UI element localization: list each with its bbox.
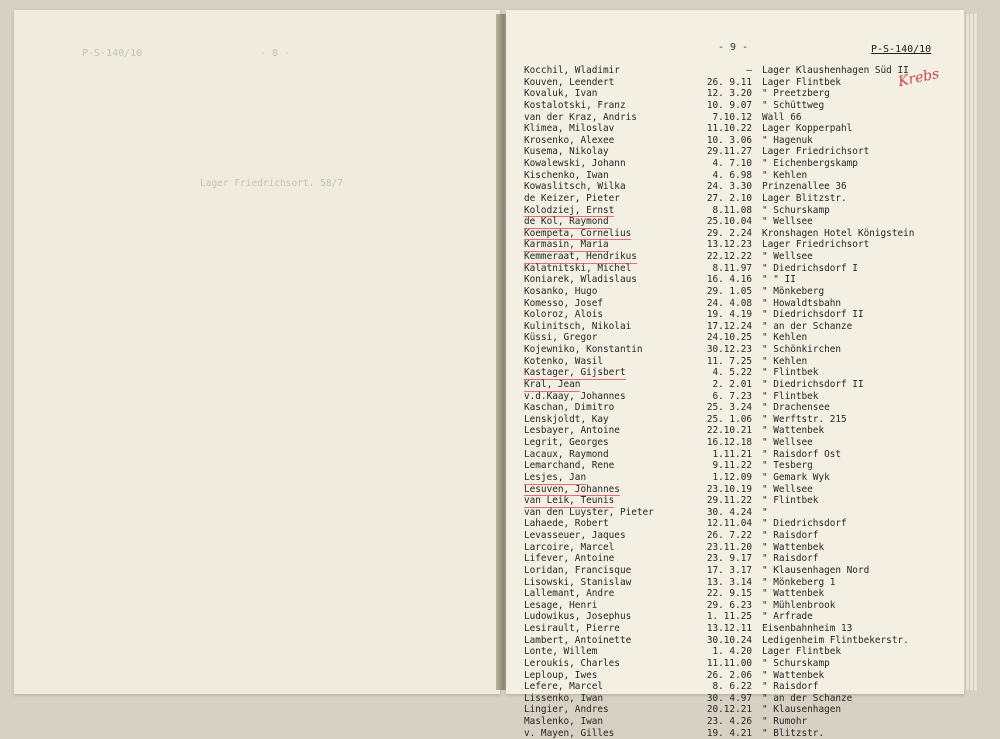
entry-date: 24. 3.30 (706, 181, 752, 193)
entry-date: 4. 7.10 (712, 158, 752, 169)
entry-name: Karmasin, Maria (524, 239, 609, 251)
entry-name: Küssi, Gregor (524, 332, 598, 344)
entry-date: 30.12.23 (706, 344, 752, 355)
entry-date: 11.11.00 (706, 657, 752, 669)
entry-name: Komesso, Josef (524, 297, 604, 309)
entry-date: 29.11.22 (706, 495, 752, 507)
entry-date: 26. 2.06 (706, 669, 752, 681)
entry-date: 29. 1.05 (706, 285, 752, 297)
list-item (506, 193, 964, 205)
entry-date: 29. 2.24 (706, 227, 752, 239)
entry-name: Lacaux, Raymond (524, 448, 609, 460)
entry-place: Kronshagen Hotel Königstein (762, 227, 915, 239)
list-item (506, 670, 964, 682)
entry-name: Kosanko, Hugo (524, 285, 598, 297)
list-item (506, 263, 964, 275)
name-list (506, 65, 964, 739)
entry-date: 22. 9.15 (706, 588, 752, 600)
list-item (506, 112, 964, 124)
entry-name: v. Mayen, Gilles (524, 727, 615, 739)
entry-name: Kostalotski, Franz (524, 99, 626, 111)
list-item (506, 518, 964, 530)
page-number: - 9 - (718, 42, 749, 53)
entry-place: " Preetzberg (762, 88, 830, 100)
entry-date: 10. 9.07 (706, 99, 752, 111)
entry-date: 17. 3.17 (706, 564, 752, 576)
entry-place: " an der Schanze (762, 320, 853, 332)
entry-place: " Kehlen (762, 169, 808, 181)
entry-place: " Rumohr (762, 716, 808, 727)
entry-date: 13.12.11 (706, 623, 752, 634)
entry-date: 24.10.25 (706, 332, 752, 344)
list-item (506, 216, 964, 228)
entry-date: 22.10.21 (706, 425, 752, 437)
entry-name: van der Kraz, Andris (524, 111, 637, 123)
entry-name: Krosenko, Alexee (524, 134, 615, 146)
entry-date: 17.12.24 (706, 320, 752, 332)
entry-place: Lager Friedrichsort (762, 239, 870, 251)
list-item (506, 286, 964, 298)
entry-date: 30. 4.24 (706, 506, 752, 518)
list-item (506, 344, 964, 356)
list-item (506, 716, 964, 728)
list-item (506, 507, 964, 519)
entry-name: Levasseuer, Jaques (524, 530, 626, 541)
entry-date: 12. 3.20 (706, 88, 752, 100)
entry-date: 1.12.09 (712, 471, 752, 483)
list-item (506, 100, 964, 112)
entry-date: 11.10.22 (706, 123, 752, 135)
entry-place: " Tesberg (762, 460, 813, 472)
entry-name: Loridan, Francisque (524, 564, 632, 576)
entry-place: " Klausenhagen (762, 704, 842, 716)
entry-place: " Flintbek (762, 390, 819, 402)
entry-name: Lesirault, Pierre (524, 623, 620, 634)
list-item (506, 77, 964, 89)
list-item (506, 356, 964, 368)
list-item (506, 600, 964, 612)
list-item (506, 309, 964, 321)
entry-name: Lesuven, Johannes (524, 483, 620, 495)
entry-place: " Wellsee (762, 437, 813, 448)
entry-name: Kulinitsch, Nikolai (524, 320, 632, 332)
list-item (506, 88, 964, 100)
list-item (506, 577, 964, 589)
entry-name: Klimea, Miloslav (524, 123, 615, 135)
entry-place: Lager Flintbek (762, 646, 842, 658)
entry-date: 25. 1.06 (706, 413, 752, 425)
list-item (506, 298, 964, 310)
list-item (506, 728, 964, 739)
list-item (506, 704, 964, 716)
entry-date: 26. 7.22 (706, 530, 752, 541)
entry-name: Lefere, Marcel (524, 681, 604, 693)
entry-date: 8.11.97 (712, 262, 752, 274)
list-item (506, 367, 964, 379)
entry-place: " Eichenbergskamp (762, 158, 858, 169)
entry-place: " Wellsee (762, 216, 813, 228)
entry-name: Leploup, Iwes (524, 669, 598, 681)
entry-date: 13. 3.14 (706, 576, 752, 588)
entry-name: Lissenko, Iwan (524, 692, 604, 704)
list-item (506, 623, 964, 635)
list-item (506, 449, 964, 461)
entry-date: 23.11.20 (706, 541, 752, 553)
entry-place: " Raisdorf Ost (762, 448, 842, 460)
entry-place: " Diedrichsdorf (762, 518, 847, 530)
entry-place: " Schüttweg (762, 99, 825, 111)
entry-name: Kusema, Nikolay (524, 146, 609, 158)
entry-name: Kowaslitsch, Wilka (524, 181, 626, 193)
list-item (506, 588, 964, 600)
list-item (506, 135, 964, 147)
entry-name: Legrit, Georges (524, 437, 609, 448)
list-item (506, 611, 964, 623)
entry-date: 26. 9.11 (706, 76, 752, 88)
list-item (506, 181, 964, 193)
entry-place: " Gemark Wyk (762, 471, 830, 483)
entry-name: Lisowski, Stanislaw (524, 576, 632, 588)
entry-date: 23. 4.26 (706, 716, 752, 727)
entry-place: " Howaldtsbahn (762, 297, 842, 309)
entry-name: Kolodziej, Ernst (524, 204, 615, 216)
list-item (506, 158, 964, 170)
entry-date: 20.12.21 (706, 704, 752, 716)
entry-place: Lager Flintbek (762, 76, 842, 88)
left-page-ref: P-S-140/10 (82, 48, 143, 59)
entry-place: " Wattenbek (762, 588, 825, 600)
entry-place: Lager Friedrichsort (762, 146, 870, 158)
list-item (506, 170, 964, 182)
entry-date: 27. 2.10 (706, 192, 752, 204)
entry-place: " Wattenbek (762, 541, 825, 553)
list-item (506, 460, 964, 472)
entry-date: 9.11.22 (712, 460, 752, 472)
entry-name: Lesage, Henri (524, 599, 598, 611)
entry-name: Leroukis, Charles (524, 657, 620, 669)
entry-date: 8. 6.22 (712, 681, 752, 693)
list-item (506, 542, 964, 554)
entry-name: Kojewniko, Konstantin (524, 344, 643, 355)
entry-name: Lemarchand, Rene (524, 460, 615, 472)
entry-name: Kocchil, Wladimir (524, 65, 620, 76)
entry-place: " " II (762, 274, 796, 286)
entry-place: " Klausenhagen Nord (762, 564, 870, 576)
entry-name: Kaschan, Dimitro (524, 402, 615, 414)
list-item (506, 123, 964, 135)
right-page (506, 10, 964, 739)
entry-date: 6. 7.23 (712, 390, 752, 402)
entry-place: " Wellsee (762, 251, 813, 262)
entry-place: " Wattenbek (762, 669, 825, 681)
entry-name: Kowalewski, Johann (524, 158, 626, 169)
entry-place: Prinzenallee 36 (762, 181, 847, 193)
entry-place: " Werftstr. 215 (762, 413, 847, 425)
list-item (506, 332, 964, 344)
entry-name: Lallemant, Andre (524, 588, 615, 600)
entry-place: " Mühlenbrook (762, 599, 836, 611)
entry-place: " (762, 506, 768, 518)
entry-date: 7.10.12 (712, 111, 752, 123)
entry-place: " Flintbek (762, 495, 819, 507)
entry-date: — (746, 65, 752, 76)
entry-place: " Raisdorf (762, 530, 819, 541)
entry-place: " Schönkirchen (762, 344, 842, 355)
entry-name: Kovaluk, Ivan (524, 88, 598, 100)
list-item (506, 321, 964, 333)
entry-place: " Schurskamp (762, 204, 830, 216)
list-item (506, 65, 964, 77)
entry-name: Kotenko, Wasil (524, 355, 604, 367)
entry-date: 22.12.22 (706, 251, 752, 262)
entry-name: Koloroz, Alois (524, 309, 604, 321)
entry-name: Lahaede, Robert (524, 518, 609, 530)
entry-date: 30.10.24 (706, 634, 752, 646)
entry-place: Lager Blitzstr. (762, 192, 847, 204)
entry-name: Lonte, Willem (524, 646, 598, 658)
list-item (506, 414, 964, 426)
entry-place: " Kehlen (762, 355, 808, 367)
entry-date: 1.11.21 (712, 448, 752, 460)
document-reference: P-S-140/10 (871, 44, 932, 55)
entry-place: Lager Kopperpahl (762, 123, 853, 135)
list-item (506, 391, 964, 403)
entry-place: " Wellsee (762, 483, 813, 495)
entry-name: Larcoire, Marcel (524, 541, 615, 553)
entry-name: van den Luyster, Pieter (524, 506, 654, 518)
entry-date: 4. 6.98 (712, 169, 752, 181)
entry-place: " Diedrichsdorf II (762, 378, 864, 390)
entry-place: " Blitzstr. (762, 727, 825, 739)
list-item (506, 274, 964, 286)
list-item (506, 251, 964, 263)
entry-place: " Wattenbek (762, 425, 825, 437)
entry-date: 23. 9.17 (706, 553, 752, 565)
entry-date: 19. 4.21 (706, 727, 752, 739)
entry-date: 19. 4.19 (706, 309, 752, 321)
entry-date: 12.11.04 (706, 518, 752, 530)
list-item (506, 484, 964, 496)
entry-name: Kouven, Leendert (524, 76, 615, 88)
entry-place: " Kehlen (762, 332, 808, 344)
list-item (506, 228, 964, 240)
list-item (506, 495, 964, 507)
entry-date: 8.11.08 (712, 204, 752, 216)
entry-place: " Hagenuk (762, 134, 813, 146)
entry-name: Kischenko, Iwan (524, 169, 609, 181)
entry-place: " Flintbek (762, 367, 819, 379)
entry-date: 10. 3.06 (706, 134, 752, 146)
entry-name: Lesjes, Jan (524, 471, 587, 483)
entry-date: 4. 5.22 (712, 367, 752, 379)
entry-name: Kemmeraat, Hendrikus (524, 251, 637, 262)
list-item (506, 530, 964, 542)
entry-date: 2. 2.01 (712, 378, 752, 390)
entry-place: " Raisdorf (762, 553, 819, 565)
entry-date: 29. 6.23 (706, 599, 752, 611)
entry-date: 25. 3.24 (706, 402, 752, 414)
left-page (14, 10, 500, 694)
entry-name: Lambert, Antoinette (524, 634, 632, 646)
entry-date: 25.10.04 (706, 216, 752, 228)
entry-name: v.d.Kaay, Johannes (524, 390, 626, 402)
left-page-note: Lager Friedrichsort. 58/7 (200, 178, 343, 189)
entry-name: Maslenko, Iwan (524, 716, 604, 727)
list-item (506, 402, 964, 414)
entry-date: 1. 11.25 (706, 611, 752, 623)
entry-place: " Mönkeberg 1 (762, 576, 836, 588)
list-item (506, 205, 964, 217)
list-item (506, 565, 964, 577)
list-item (506, 658, 964, 670)
list-item (506, 681, 964, 693)
list-item (506, 146, 964, 158)
entry-date: 30. 4.97 (706, 692, 752, 704)
entry-place: " Schurskamp (762, 657, 830, 669)
list-item (506, 646, 964, 658)
entry-date: 16.12.18 (706, 437, 752, 448)
list-item (506, 635, 964, 647)
entry-date: 11. 7.25 (706, 355, 752, 367)
entry-place: " Arfrade (762, 611, 813, 623)
entry-date: 16. 4.16 (706, 274, 752, 286)
entry-place: " Mönkeberg (762, 285, 825, 297)
entry-place: Eisenbahnheim 13 (762, 623, 853, 634)
entry-date: 23.10.19 (706, 483, 752, 495)
left-page-number: - 8 - (260, 48, 291, 59)
list-item (506, 472, 964, 484)
list-item (506, 693, 964, 705)
entry-name: de Kol, Raymond (524, 216, 609, 228)
handwritten-stamp: Krebs (896, 65, 941, 91)
list-item (506, 425, 964, 437)
entry-name: Lesbayer, Antoine (524, 425, 620, 437)
entry-name: Kastager, Gijsbert (524, 367, 626, 379)
entry-name: Kalatnitski, Michel (524, 262, 632, 274)
entry-place: Ledigenheim Flintbekerstr. (762, 634, 909, 646)
entry-name: Ludowikus, Josephus (524, 611, 632, 623)
entry-name: de Keizer, Pieter (524, 192, 620, 204)
list-item (506, 239, 964, 251)
entry-place: Wall 66 (762, 111, 802, 123)
entry-name: Lenskjoldt, Kay (524, 413, 609, 425)
list-item (506, 379, 964, 391)
entry-date: 1. 4.20 (712, 646, 752, 658)
entry-place: Lager Klaushenhagen Süd II (762, 65, 909, 76)
entry-name: Koempeta, Cornelius (524, 227, 632, 239)
entry-place: " Drachensee (762, 402, 830, 414)
entry-place: " Diedrichsdorf II (762, 309, 864, 321)
entry-place: " an der Schanze (762, 692, 853, 704)
entry-date: 24. 4.08 (706, 297, 752, 309)
entry-name: van Leik, Teunis (524, 495, 615, 507)
entry-name: Koniarek, Wladislaus (524, 274, 637, 286)
entry-date: 13.12.23 (706, 239, 752, 251)
entry-place: " Diedrichsdorf I (762, 262, 858, 274)
list-item (506, 437, 964, 449)
entry-name: Kral, Jean (524, 378, 581, 390)
list-item (506, 553, 964, 565)
entry-name: Lifever, Antoine (524, 553, 615, 565)
entry-date: 29.11.27 (706, 146, 752, 158)
entry-name: Lingier, Andres (524, 704, 609, 716)
entry-place: " Raisdorf (762, 681, 819, 693)
